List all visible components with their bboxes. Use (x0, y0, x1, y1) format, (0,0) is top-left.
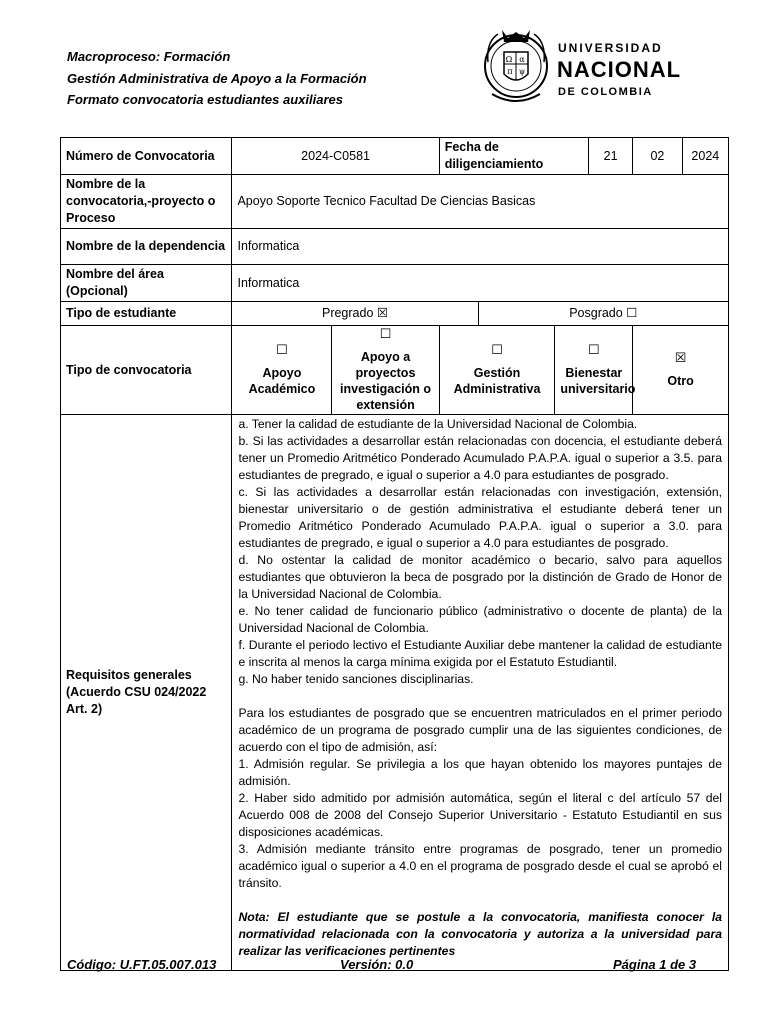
req-e: e. No tener calidad de funcionario público (administrativo o docente de planta) de la Universidad Nacional de Colombia. (238, 604, 722, 635)
logo-de-colombia: DE COLOMBIA (558, 86, 653, 98)
option-label: Apoyo Académico (248, 366, 316, 396)
req-a: a. Tener la calidad de estudiante de la Universidad Nacional de Colombia. (238, 417, 638, 431)
area-value: Informatica (232, 265, 729, 302)
seal-icon (482, 22, 550, 110)
fecha-label: Fecha de diligenciamiento (439, 138, 588, 175)
header-macroproceso: Macroproceso: Formación (67, 49, 231, 64)
fecha-year: 2024 (682, 138, 728, 175)
req-posgrado-intro: Para los estudiantes de posgrado que se encuentren matriculados en el primer periodo académico de un programa de posgrado cumplir una de las siguientes condiciones, de acuerdo con el tipo de admisión, así: (238, 706, 722, 754)
numero-value: 2024-C0581 (232, 138, 439, 175)
footer-pagina: Página 1 de 3 (613, 957, 697, 972)
option-label: Apoyo a proyectos investigación o extensión (340, 350, 432, 412)
option-label: Otro (667, 374, 694, 388)
tipo-convocatoria-label: Tipo de convocatoria (61, 326, 232, 415)
option-label: Gestión Administrativa (453, 366, 541, 396)
footer-codigo: Código: U.FT.05.007.013 (67, 957, 217, 972)
row-nombre-convocatoria (61, 175, 729, 229)
option-apoyo-proyectos[interactable] (332, 326, 439, 415)
svg-text:ψ: ψ (518, 67, 526, 76)
fecha-day: 21 (589, 138, 633, 175)
fecha-month: 02 (633, 138, 682, 175)
dependencia-value: Informatica (232, 229, 729, 265)
req-g: g. No haber tenido sanciones disciplinarias. (238, 672, 474, 686)
posgrado-option[interactable]: Posgrado ☐ (478, 302, 728, 326)
req-d: d. No ostentar la calidad de monitor académico o becario, salvo para aquellos estudiantes que obtuvieron la beca de posgrado por la distinción de Grado de Honor de la Universidad Nacional de Colombia. (238, 553, 722, 601)
svg-text:α: α (519, 55, 525, 64)
nombre-convocatoria-label: Nombre de la convocatoria,-proyecto o Proceso (61, 175, 232, 229)
requisitos-content (232, 415, 729, 971)
convocatoria-form-table (60, 137, 729, 971)
option-bienestar[interactable] (555, 326, 636, 415)
option-apoyo-academico[interactable] (232, 326, 332, 415)
checkbox-icon[interactable]: ☐ (491, 342, 503, 357)
row-requisitos (61, 415, 729, 971)
dependencia-label: Nombre de la dependencia (61, 229, 232, 265)
row-numero (61, 138, 729, 175)
req-posgrado-2: 2. Haber sido admitido por admisión automática, según el literal c del artículo 57 del Acuerdo 008 de 2008 del Consejo Superior Universitario - Estatuto Estudiantil en sus disposiciones académicas. (238, 791, 722, 839)
footer-version: Versión: 0.0 (340, 957, 414, 972)
row-area (61, 265, 729, 302)
header-gestion: Gestión Administrativa de Apoyo a la Formación (67, 70, 367, 86)
area-label: Nombre del área (Opcional) (61, 265, 232, 302)
option-otro[interactable] (633, 326, 729, 415)
row-tipo-convocatoria (61, 326, 729, 415)
pregrado-option[interactable]: Pregrado ☒ (232, 302, 478, 326)
req-f: f. Durante el periodo lectivo el Estudiante Auxiliar debe mantener la calidad de estudiante e inscrita al menos la carga mínima exigida por el Estatuto Estudiantil. (238, 638, 722, 669)
checkbox-icon[interactable]: ☐ (379, 326, 392, 341)
checkbox-checked-icon[interactable]: ☒ (674, 350, 687, 365)
option-gestion-administrativa[interactable] (439, 326, 555, 415)
row-dependencia (61, 229, 729, 265)
req-nota: Nota: El estudiante que se postule a la convocatoria, manifiesta conocer la normatividad relacionada con la convocatoria y autoriza a la universidad para realizar las verificaciones pertinentes (238, 910, 722, 958)
req-posgrado-1: 1. Admisión regular. Se privilegia a los que hayan obtenido los mayores puntajes de admisión. (238, 757, 722, 788)
svg-text:π: π (507, 67, 513, 76)
req-posgrado-3: 3. Admisión mediante tránsito entre programas de posgrado, tener un promedio académico igual o superior a 4.0 en el programa de posgrado desde el cual se aprobó el tránsito. (238, 842, 722, 890)
requisitos-label: Requisitos generales (Acuerdo CSU 024/2022 Art. 2) (61, 415, 232, 971)
logo-nacional: NACIONAL (557, 57, 682, 82)
option-label: Bienestar universitario (560, 366, 636, 396)
req-c: c. Si las actividades a desarrollar están relacionadas con investigación, extensión, bienestar universitario o de gestión administrativa el estudiante deberá tener un Promedio Aritmético Ponderado Acumulado P.A.P.A. igual o superior a 3.0. para estudiantes de pregrado, e igual o superior a 4.0 para estudiantes de posgrado. (238, 485, 722, 550)
req-b: b. Si las actividades a desarrollar están relacionadas con docencia, el estudiante deberá tener un Promedio Aritmético Ponderado Acumulado P.A.P.A. igual o superior a 3.5. para estudiantes de pregrado, e igual o superior a 4.0 para estudiantes de posgrado. (238, 434, 722, 482)
header-formato: Formato convocatoria estudiantes auxiliares (67, 92, 343, 107)
svg-text:Ω: Ω (505, 55, 513, 64)
row-tipo-estudiante (61, 302, 729, 326)
tipo-estudiante-label: Tipo de estudiante (61, 302, 232, 326)
checkbox-icon[interactable]: ☐ (587, 342, 600, 357)
checkbox-icon[interactable]: ☐ (276, 342, 288, 357)
numero-label: Número de Convocatoria (61, 138, 232, 175)
nombre-convocatoria-value: Apoyo Soporte Tecnico Facultad De Ciencias Basicas (232, 175, 729, 229)
university-logo (482, 22, 702, 112)
logo-universidad: UNIVERSIDAD (558, 41, 663, 55)
document-header (67, 46, 367, 111)
